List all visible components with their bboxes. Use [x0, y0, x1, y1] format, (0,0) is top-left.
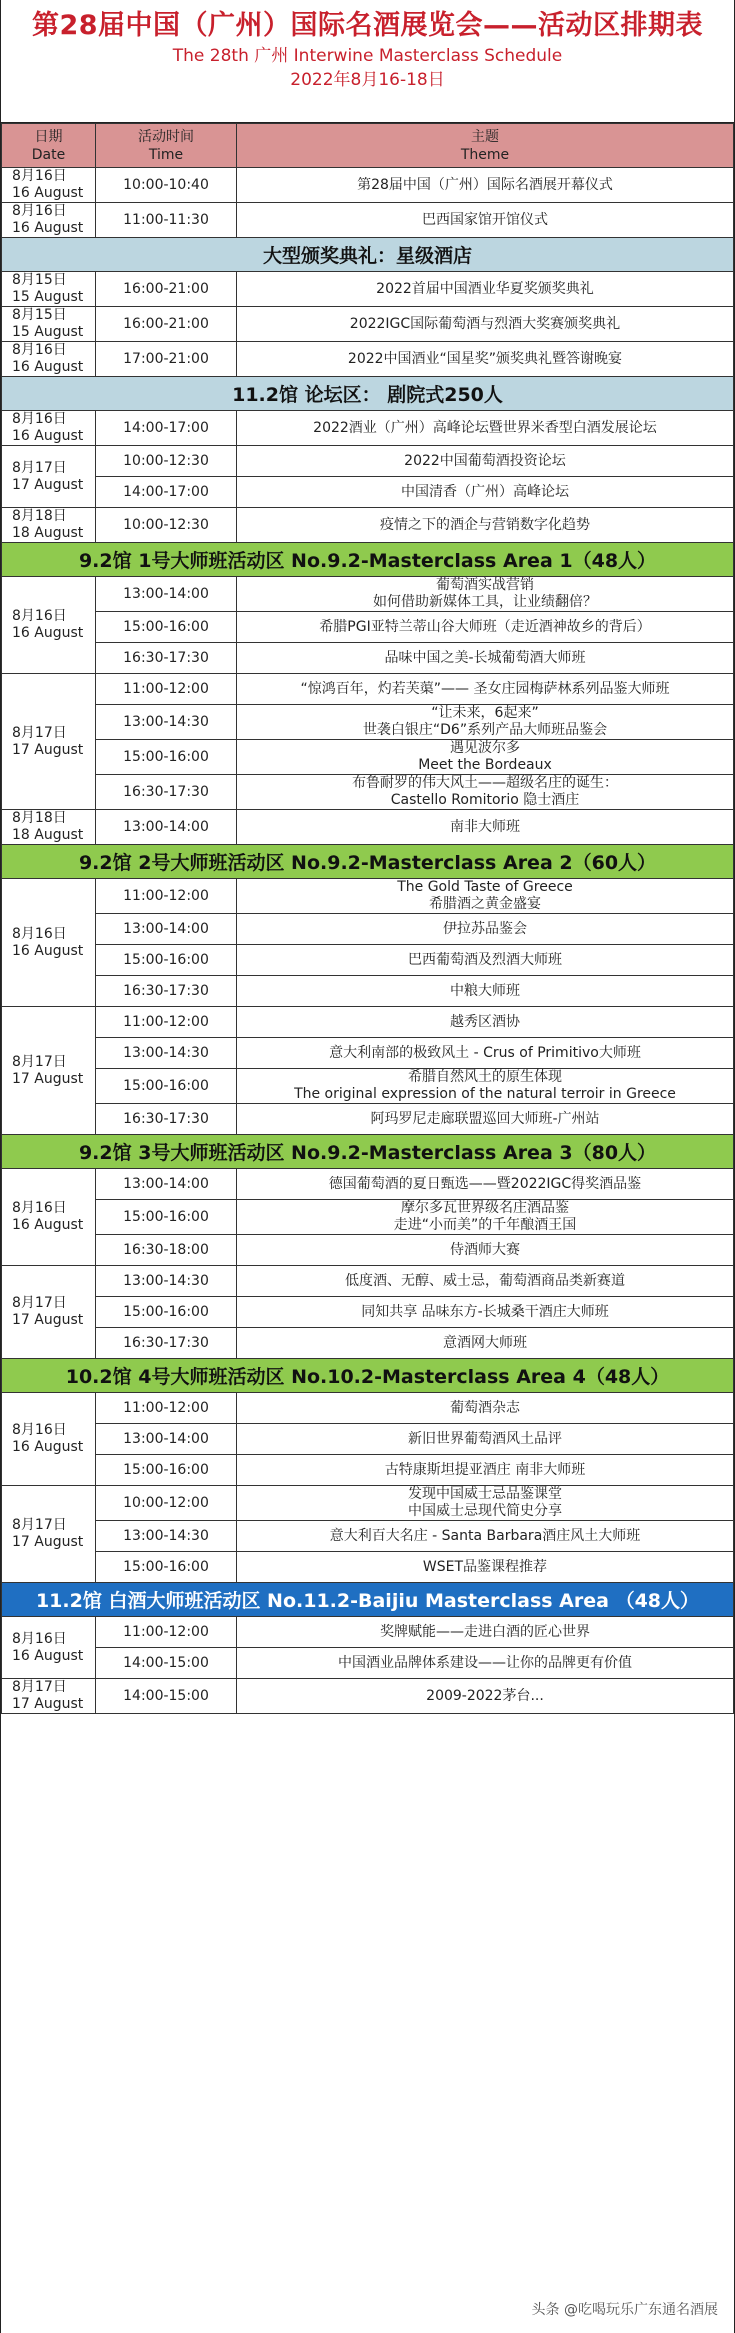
theme-cell — [237, 307, 734, 342]
theme-cell — [237, 203, 734, 238]
time-cell: 15:00-16:00 — [96, 612, 237, 643]
theme-cell — [237, 775, 734, 810]
date-cell — [2, 1486, 96, 1583]
theme-cell — [237, 1648, 734, 1679]
theme-line: 葡萄酒实战营销 — [436, 577, 534, 593]
schedule-row — [2, 1007, 734, 1038]
theme-line: 2022中国酒业“国星奖”颁奖典礼暨答谢晚宴 — [347, 350, 623, 367]
time-cell: 15:00-16:00 — [96, 740, 237, 775]
time-cell: 16:00-21:00 — [96, 307, 237, 342]
date-cell — [2, 411, 96, 446]
theme-cell — [237, 1424, 734, 1455]
schedule-row — [2, 342, 734, 377]
theme-line: 摩尔多瓦世界级名庄酒品鉴 — [401, 1200, 569, 1216]
time-cell: 11:00-12:00 — [96, 1393, 237, 1424]
time-cell: 13:00-14:00 — [96, 914, 237, 945]
date-en: 18 August — [12, 827, 84, 843]
date-zh: 8月16日 — [12, 925, 67, 942]
theme-cell — [237, 705, 734, 740]
theme-line: 中国威士忌现代简史分享 — [408, 1503, 562, 1519]
schedule-row — [2, 1297, 734, 1328]
schedule-row — [2, 1648, 734, 1679]
schedule-row — [2, 705, 734, 740]
schedule-row — [2, 976, 734, 1007]
table-header-row — [2, 124, 734, 168]
date-cell — [2, 168, 96, 203]
date-cell — [2, 674, 96, 810]
page-header — [1, 0, 734, 123]
theme-cell — [237, 879, 734, 914]
theme-cell — [237, 810, 734, 845]
theme-cell — [237, 1328, 734, 1359]
theme-cell — [237, 1169, 734, 1200]
theme-line: 中国酒业品牌体系建设——让你的品牌更有价值 — [338, 1654, 632, 1671]
date-cell — [2, 307, 96, 342]
date-en: 16 August — [12, 1439, 84, 1455]
schedule-row — [2, 674, 734, 705]
time-cell: 14:00-17:00 — [96, 411, 237, 446]
section-header-row — [2, 238, 734, 272]
theme-line: 中粮大师班 — [450, 982, 520, 999]
date-zh: 8月15日 — [12, 272, 67, 288]
date-en: 16 August — [12, 185, 84, 201]
date-en: 16 August — [12, 942, 84, 959]
theme-line: 2022IGC国际葡萄酒与烈酒大奖赛颁奖典礼 — [349, 315, 621, 332]
theme-line: 低度酒、无醇、威士忌，葡萄酒商品类新赛道 — [345, 1272, 625, 1289]
time-cell: 16:30-17:30 — [96, 1104, 237, 1135]
time-cell: 13:00-14:30 — [96, 705, 237, 740]
date-zh: 8月16日 — [12, 608, 67, 624]
time-cell: 15:00-16:00 — [96, 1455, 237, 1486]
section-header-row — [2, 1135, 734, 1169]
theme-line: 布鲁耐罗的伟大风土——超级名庄的诞生： — [352, 775, 618, 791]
time-cell: 13:00-14:00 — [96, 810, 237, 845]
theme-cell — [237, 411, 734, 446]
theme-line: 疫情之下的酒企与营销数字化趋势 — [380, 516, 590, 533]
date-en: 16 August — [12, 625, 84, 641]
time-cell: 11:00-12:00 — [96, 1617, 237, 1648]
time-cell: 11:00-12:00 — [96, 879, 237, 914]
theme-line: “让未来，6起来” — [431, 705, 539, 721]
theme-cell — [237, 976, 734, 1007]
date-en: 16 August — [12, 1647, 84, 1664]
section-header-row — [2, 1359, 734, 1393]
schedule-row — [2, 203, 734, 238]
theme-cell — [237, 740, 734, 775]
theme-line: 第28届中国（广州）国际名酒展开幕仪式 — [357, 176, 613, 193]
theme-cell — [237, 1104, 734, 1135]
date-zh: 8月17日 — [12, 1295, 67, 1311]
schedule-table — [1, 123, 734, 1714]
schedule-row — [2, 1200, 734, 1235]
date-zh: 8月16日 — [12, 1422, 67, 1438]
schedule-row — [2, 1617, 734, 1648]
theme-line: 同知共享 品味东方-长城桑干酒庄大师班 — [361, 1303, 609, 1320]
schedule-row — [2, 945, 734, 976]
date-zh: 8月16日 — [12, 203, 67, 219]
date-en: 18 August — [12, 525, 84, 541]
date-en: 16 August — [12, 1217, 84, 1233]
section-title: 11.2馆 白酒大师班活动区 No.11.2-Baijiu Masterclass Area （48人） — [2, 1583, 734, 1617]
schedule-row — [2, 577, 734, 612]
section-title: 11.2馆 论坛区： 剧院式250人 — [2, 377, 734, 411]
theme-cell — [237, 272, 734, 307]
theme-cell — [237, 1393, 734, 1424]
schedule-row — [2, 168, 734, 203]
schedule-row — [2, 1104, 734, 1135]
theme-line: 世袭白银庄“D6”系列产品大师班品鉴会 — [362, 722, 608, 738]
date-en: 17 August — [12, 1312, 84, 1328]
page-subtitle-en: The 28th 广州 Interwine Masterclass Schedule — [172, 46, 563, 66]
date-en: 17 August — [12, 1696, 84, 1712]
theme-line: Meet the Bordeaux — [418, 757, 552, 773]
theme-line: The Gold Taste of Greece — [397, 879, 573, 895]
schedule-row — [2, 1266, 734, 1297]
time-cell: 13:00-14:30 — [96, 1521, 237, 1552]
section-title: 9.2馆 1号大师班活动区 No.9.2-Masterclass Area 1（48人） — [2, 543, 734, 577]
schedule-row — [2, 446, 734, 477]
date-cell — [2, 1169, 96, 1266]
theme-line: 2009-2022茅台... — [426, 1687, 544, 1704]
theme-line: 2022首届中国酒业华夏奖颁奖典礼 — [376, 280, 594, 297]
date-zh: 8月17日 — [12, 1517, 67, 1533]
time-cell: 16:30-17:30 — [96, 1328, 237, 1359]
time-cell: 11:00-12:00 — [96, 1007, 237, 1038]
theme-cell — [237, 342, 734, 377]
date-zh: 8月16日 — [12, 411, 67, 427]
date-cell — [2, 342, 96, 377]
schedule-row — [2, 477, 734, 508]
theme-line: 巴西葡萄酒及烈酒大师班 — [408, 951, 562, 968]
column-header-time — [96, 124, 237, 168]
time-cell: 14:00-17:00 — [96, 477, 237, 508]
date-cell — [2, 1266, 96, 1359]
schedule-row — [2, 775, 734, 810]
time-cell: 10:00-12:00 — [96, 1486, 237, 1521]
theme-cell — [237, 1235, 734, 1266]
column-header-time-en: Time — [148, 146, 184, 163]
theme-cell — [237, 612, 734, 643]
section-title: 9.2馆 3号大师班活动区 No.9.2-Masterclass Area 3（80人） — [2, 1135, 734, 1169]
time-cell: 17:00-21:00 — [96, 342, 237, 377]
date-cell — [2, 810, 96, 845]
date-en: 17 August — [12, 1534, 84, 1550]
theme-line: 意酒网大师班 — [443, 1334, 527, 1351]
theme-line: 伊拉苏品鉴会 — [443, 920, 527, 937]
date-cell — [2, 508, 96, 543]
time-cell: 13:00-14:30 — [96, 1266, 237, 1297]
time-cell: 15:00-16:00 — [96, 1069, 237, 1104]
date-en: 15 August — [12, 324, 84, 340]
theme-cell — [237, 1200, 734, 1235]
schedule-row — [2, 879, 734, 914]
date-zh: 8月17日 — [12, 724, 67, 741]
section-title: 9.2馆 2号大师班活动区 No.9.2-Masterclass Area 2（60人） — [2, 845, 734, 879]
schedule-row — [2, 612, 734, 643]
time-cell: 10:00-12:30 — [96, 446, 237, 477]
time-cell: 14:00-15:00 — [96, 1679, 237, 1714]
date-cell — [2, 446, 96, 508]
theme-cell — [237, 1486, 734, 1521]
time-cell: 16:30-17:30 — [96, 643, 237, 674]
schedule-row — [2, 1486, 734, 1521]
date-en: 17 August — [12, 476, 84, 493]
date-zh: 8月16日 — [12, 1630, 67, 1647]
schedule-row — [2, 1424, 734, 1455]
schedule-row — [2, 307, 734, 342]
section-header-row — [2, 1583, 734, 1617]
theme-cell — [237, 508, 734, 543]
date-cell — [2, 203, 96, 238]
theme-cell — [237, 1617, 734, 1648]
section-header-row — [2, 543, 734, 577]
schedule-row — [2, 1169, 734, 1200]
theme-line: 希腊酒之黄金盛宴 — [429, 896, 541, 912]
time-cell: 15:00-16:00 — [96, 1552, 237, 1583]
schedule-row — [2, 1328, 734, 1359]
theme-cell — [237, 1069, 734, 1104]
date-en: 16 August — [12, 359, 84, 375]
column-header-time-zh: 活动时间 — [138, 128, 194, 145]
schedule-row — [2, 411, 734, 446]
theme-line: 如何借助新媒体工具，让业绩翻倍？ — [373, 594, 597, 610]
theme-cell — [237, 1038, 734, 1069]
theme-cell — [237, 1266, 734, 1297]
theme-line: 阿玛罗尼走廊联盟巡回大师班-广州站 — [370, 1110, 600, 1127]
theme-line: 希腊PGI亚特兰蒂山谷大师班（走近酒神故乡的背后） — [319, 618, 651, 635]
date-en: 16 August — [12, 428, 84, 444]
schedule-row — [2, 1521, 734, 1552]
date-zh: 8月16日 — [12, 342, 67, 358]
theme-line: 德国葡萄酒的夏日甄选——暨2022IGC得奖酒品鉴 — [328, 1175, 642, 1192]
theme-line: 南非大师班 — [450, 818, 520, 835]
schedule-row — [2, 1679, 734, 1714]
schedule-row — [2, 1393, 734, 1424]
date-zh: 8月16日 — [12, 1200, 67, 1216]
date-zh: 8月18日 — [12, 810, 67, 826]
theme-cell — [237, 914, 734, 945]
date-zh: 8月17日 — [12, 1053, 67, 1070]
schedule-row — [2, 508, 734, 543]
column-header-date — [2, 124, 96, 168]
theme-line: 2022酒业（广州）高峰论坛暨世界米香型白酒发展论坛 — [313, 419, 657, 436]
theme-line: 走进“小而美”的千年酿酒王国 — [393, 1217, 577, 1233]
time-cell: 15:00-16:00 — [96, 1297, 237, 1328]
column-header-theme-zh: 主题 — [471, 128, 499, 145]
schedule-row — [2, 643, 734, 674]
date-zh: 8月16日 — [12, 168, 67, 184]
theme-cell — [237, 577, 734, 612]
theme-line: 中国清香（广州）高峰论坛 — [401, 483, 569, 500]
schedule-row — [2, 1235, 734, 1266]
theme-line: 越秀区酒协 — [450, 1013, 520, 1030]
theme-cell — [237, 168, 734, 203]
date-cell — [2, 272, 96, 307]
theme-line: 意大利百大名庄 - Santa Barbara酒庄风土大师班 — [329, 1527, 641, 1544]
theme-line: 巴西国家馆开馆仪式 — [422, 211, 548, 228]
schedule-row — [2, 810, 734, 845]
date-en: 16 August — [12, 220, 84, 236]
date-zh: 8月17日 — [12, 1679, 67, 1695]
date-cell — [2, 1393, 96, 1486]
theme-cell — [237, 1455, 734, 1486]
column-header-date-en: Date — [31, 146, 66, 163]
watermark: 头条 @吃喝玩乐广东通名酒展 — [528, 2297, 722, 2321]
theme-line: WSET品鉴课程推荐 — [422, 1558, 548, 1575]
schedule-row — [2, 740, 734, 775]
theme-cell — [237, 477, 734, 508]
time-cell: 15:00-16:00 — [96, 1200, 237, 1235]
time-cell: 14:00-15:00 — [96, 1648, 237, 1679]
time-cell: 16:30-17:30 — [96, 976, 237, 1007]
time-cell: 13:00-14:00 — [96, 1424, 237, 1455]
theme-line: 遇见波尔多 — [450, 740, 520, 756]
date-cell — [2, 1617, 96, 1679]
theme-cell — [237, 945, 734, 976]
theme-line: 希腊自然风土的原生体现 — [408, 1069, 562, 1085]
date-en: 17 August — [12, 741, 84, 758]
theme-line: 侍酒师大赛 — [450, 1241, 520, 1258]
theme-cell — [237, 1007, 734, 1038]
theme-line: 葡萄酒杂志 — [450, 1399, 520, 1416]
time-cell: 10:00-12:30 — [96, 508, 237, 543]
theme-line: 新旧世界葡萄酒风土品评 — [408, 1430, 562, 1447]
time-cell: 16:00-21:00 — [96, 272, 237, 307]
page-title: 第28届中国（广州）国际名酒展览会——活动区排期表 — [31, 10, 704, 41]
date-en: 15 August — [12, 289, 84, 305]
section-title: 10.2馆 4号大师班活动区 No.10.2-Masterclass Area 4（48人） — [2, 1359, 734, 1393]
event-dates: 2022年8月16-18日 — [290, 70, 445, 90]
time-cell: 10:00-10:40 — [96, 168, 237, 203]
theme-line: 2022中国葡萄酒投资论坛 — [404, 452, 566, 469]
theme-line: Castello Romitorio 隐士酒庄 — [390, 792, 580, 808]
theme-line: The original expression of the natural terroir in Greece — [294, 1086, 676, 1102]
date-cell — [2, 879, 96, 1007]
date-zh: 8月15日 — [12, 307, 67, 323]
date-cell — [2, 1007, 96, 1135]
date-cell — [2, 577, 96, 674]
theme-cell — [237, 1297, 734, 1328]
date-cell — [2, 1679, 96, 1714]
theme-cell — [237, 1521, 734, 1552]
time-cell: 16:30-18:00 — [96, 1235, 237, 1266]
theme-line: “惊鸿百年，灼若芙蕖”—— 圣女庄园梅萨林系列品鉴大师班 — [300, 680, 670, 697]
schedule-row — [2, 1038, 734, 1069]
theme-line: 古特康斯坦提亚酒庄 南非大师班 — [384, 1461, 586, 1478]
section-header-row — [2, 845, 734, 879]
schedule-row — [2, 1552, 734, 1583]
theme-cell — [237, 674, 734, 705]
date-zh: 8月17日 — [12, 459, 67, 476]
section-header-row — [2, 377, 734, 411]
theme-line: 奖牌赋能——走进白酒的匠心世界 — [380, 1623, 590, 1640]
theme-cell — [237, 446, 734, 477]
theme-line: 品味中国之美-长城葡萄酒大师班 — [384, 649, 586, 666]
schedule-row — [2, 914, 734, 945]
time-cell: 11:00-12:00 — [96, 674, 237, 705]
schedule-row — [2, 272, 734, 307]
column-header-theme-en: Theme — [460, 146, 510, 163]
time-cell: 13:00-14:00 — [96, 1169, 237, 1200]
time-cell: 13:00-14:00 — [96, 577, 237, 612]
section-title: 大型颁奖典礼：星级酒店 — [2, 238, 734, 272]
theme-line: 发现中国威士忌品鉴课堂 — [408, 1486, 562, 1502]
theme-cell — [237, 1679, 734, 1714]
column-header-theme — [237, 124, 734, 168]
column-header-date-zh: 日期 — [34, 128, 63, 145]
time-cell: 16:30-17:30 — [96, 775, 237, 810]
time-cell: 11:00-11:30 — [96, 203, 237, 238]
date-en: 17 August — [12, 1070, 84, 1087]
theme-cell — [237, 643, 734, 674]
theme-line: 意大利南部的极致风土 - Crus of Primitivo大师班 — [329, 1044, 641, 1061]
time-cell: 13:00-14:30 — [96, 1038, 237, 1069]
schedule-row — [2, 1455, 734, 1486]
date-zh: 8月18日 — [12, 508, 67, 524]
time-cell: 15:00-16:00 — [96, 945, 237, 976]
theme-cell — [237, 1552, 734, 1583]
schedule-row — [2, 1069, 734, 1104]
